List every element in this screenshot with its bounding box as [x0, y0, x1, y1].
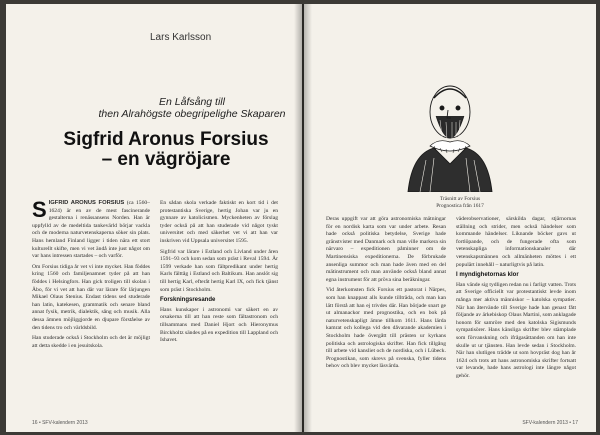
subtitle-line-2: then Alrahögste obegripelighe Skaparen	[98, 108, 286, 120]
woodcut-portrait-image	[390, 68, 510, 192]
left-page-footer: 16 • SFV-kalendern 2013	[32, 420, 88, 426]
right-column-1	[326, 216, 446, 374]
right-column-2	[456, 216, 576, 383]
paragraph: Han vände sig tydligen redan nu i farligt vatten. Trots att Sverige officiellt var protestantiskt levde inom många mer aktiva människor – katolska sympatier. När han återvände till Sverige hade han genast fått följande av ärkebiskop Olaus Martini, som anklagade honom för samröre med den katolska Sigismunds sympatisörer. Hans känsliga skrifter blev stämplade som förvanskning och ifrågasättanden om han inte skulle ut ur tjänsten. Han levde sedan i Stockholm. När han slutligen trädde ut som hovpräst dog han år 1624 och trots att hans astronomiska skrifter fortsatt var levande, hade hans astrologi inte längre något gehör.	[456, 281, 576, 379]
left-column-1	[32, 197, 150, 353]
paragraph: Sigfrid var lärare i Estland och Livland under åren 1591–93 och kom sedan som präst i Reval 1594. År 1599 verkade han som fältpredikant under hertig Karls fälttåg i Estland och Baltikum. Han anslöt sig till hertig Karl, efteråt hertig Karl IX, och fick tjänst som präst i Stockholm.	[160, 248, 278, 293]
subtitle-line-1: En Låfsång till	[159, 96, 225, 108]
left-column-2	[160, 200, 278, 348]
article-title	[46, 130, 286, 170]
right-page-footer: SFV-kalendern 2013 • 17	[522, 420, 578, 426]
section-heading: Forskningsresande	[160, 297, 216, 304]
drop-cap: S	[32, 197, 47, 222]
paragraph: Deras uppgift var att göra astronomiska mätningar för en nordisk karta som var under arbete. Resan hade också politiska betydelse, Sverige hade gränstvister med Danmark och man ville markera sin närvaro – expeditionen påminner om de Martinensiska expeditionerna. De förbrukade ansenliga summor och man hade även med en del mätinstrument och man använde också bland annat egna instrument för att pröva sina beräkningar.	[326, 216, 446, 283]
paragraph: En sådan skola verkade faktiskt en kort tid i det protestantiska Sverige, hertig Johan var ju en gynnare av katolicismen. Myckenheten av förslag tyder också på att han studerade vid något tyskt universitet och med säkerhet vet vi att han var inskriven vid Uppsala universitet 1595.	[160, 200, 278, 244]
left-page	[6, 4, 302, 432]
title-line-2: – en vägröjare	[101, 149, 231, 170]
paragraph: Hans kunskaper i astronomi var säkert en av orsakerna till att han reste som fältastronom och tillsammans med Daniel Hjort och Hieronymus Birckholtz sändes på en expedition till Lappland och Ishavet.	[160, 306, 278, 344]
right-page	[304, 4, 596, 432]
paragraph-text: (ca 1560–1624) är en av de mest fascinerande gestalterna i renässansens Norden. Han är uppfylld av de medeltida tankevärld börjar vackla och de moderna naturvetenskaperna söker sin plats. Hans hemland Finland ligger i tiden nära ett stort kulturellt skifte, men vi vet ändå inte just något om var hans intressen startades – och varför.	[32, 200, 150, 260]
article-subtitle	[92, 96, 292, 120]
title-line-1: Sigfrid Aronus Forsius	[63, 129, 269, 150]
image-caption	[410, 196, 510, 210]
book-spread	[6, 4, 596, 432]
paragraph: Han studerade också i Stockholm och det är möjligt att detta skedde i en jesuitskola.	[32, 335, 150, 349]
caption-line-2: Prognostica från 1617	[436, 203, 484, 209]
paragraph: väderobservationer, särskilda dagar, stjärnornas ställning och strider, men också händelser som kommande händelser. Liknande böcker gavs ut fortlöpande, och de fungerade ofta som vetenskapliga informationskanaler där vetenskapsmännen och allmänheten möttes i ett populärt innehåll – naturligtvis på latin.	[456, 216, 576, 268]
paragraph: Om Forsius tidiga år vet vi inte mycket. Han föddes kring 1560 och familjenamnet tyder på att han föddes i Helsingfors. Han gick troligen till skolan i Åbo, för vi vet att han där var lärare för lärjungen Mikael Olaus Stenius. Endast tidens sed studerade han latin, katekesen, grammatik och senare bland annat fysik, metrik, dialektik, sång och musik. Alla dessa ämnen möjliggjorde en djupare förståelse av den tidens tro och världsbild.	[32, 263, 150, 331]
caption-line-1: Träsnitt av Forsius	[439, 196, 481, 202]
section-heading: I myndighetornas klor	[456, 272, 519, 279]
lead-in: IGFRID ARONUS FORSIUS	[48, 200, 125, 206]
paragraph	[32, 197, 150, 261]
author-name: Lars Karlsson	[150, 32, 212, 43]
paragraph: Vid återkomsten fick Forsius ett pastorat i Närpes, som han knappast alls kunde tillträda, och man kan lätt förstå att han ej trivdes där. Han började snart ge ut almanackor med prognostika, och en bok på naturvetenskapligt ämne tillkom 1611. Hans lärda kamrat och kollega vid den dåvarande akademien i Stockholm hade övergått till prästen ur kyrkans politiska och astrologiska skrifter. Han fick tillgång till arbete vid kansliet och de nordiska, och i Lübeck. Prognostikan, som skrevs på svenska, fyller tidens behov och blev mycket läsvärda.	[326, 287, 446, 370]
